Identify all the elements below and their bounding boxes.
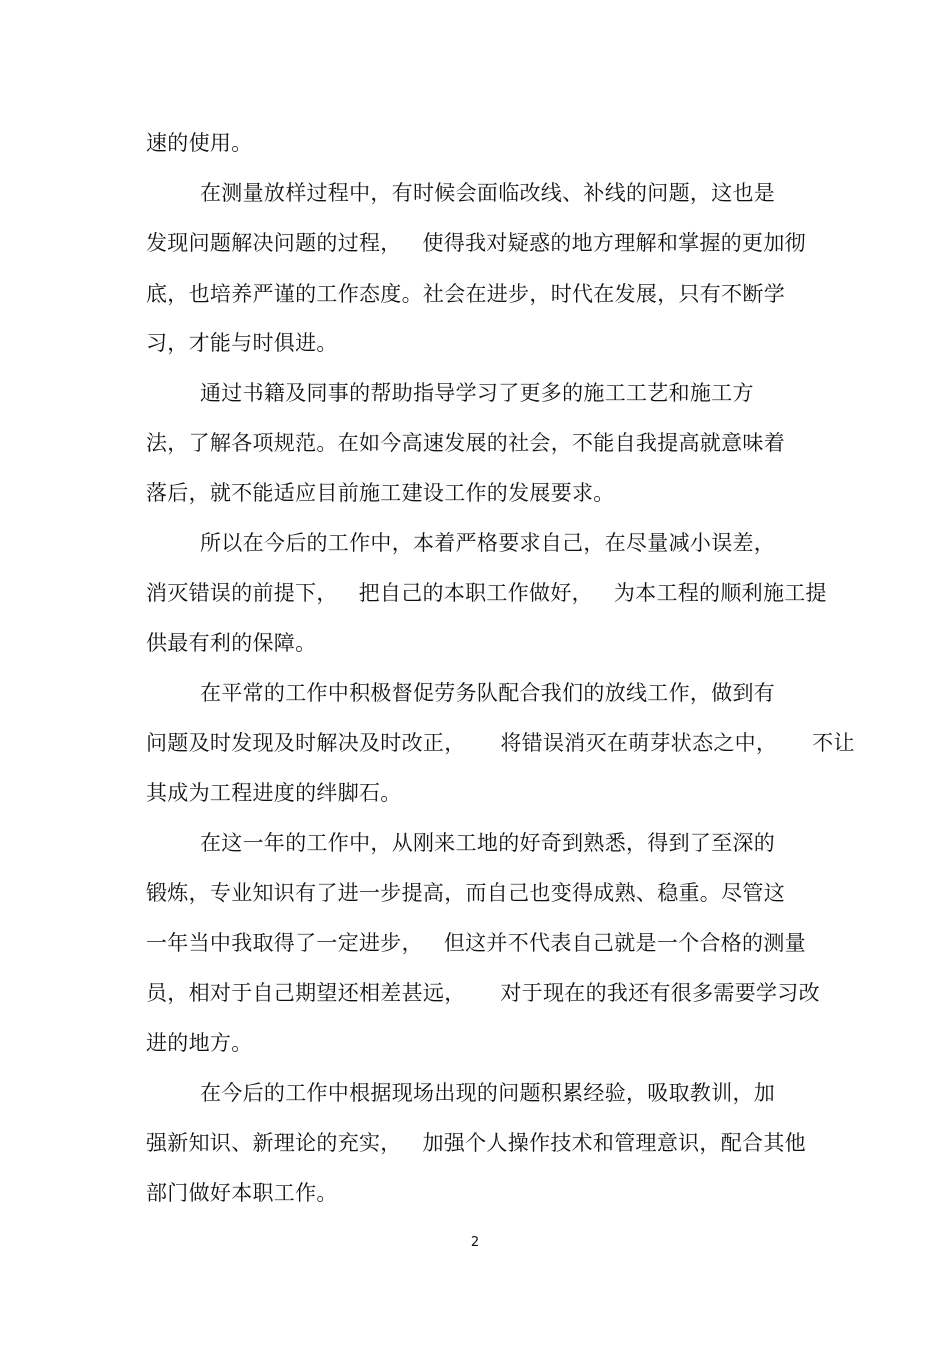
- text-line: 其成为工程进度的绊脚石。: [146, 781, 402, 805]
- text-line: 发现问题解决问题的过程， 使得我对疑惑的地方理解和掌握的更加彻: [146, 231, 806, 255]
- text-line: 消灭错误的前提下， 把自己的本职工作做好， 为本工程的顺利施工提: [146, 581, 827, 605]
- text-line: 在今后的工作中根据现场出现的问题积累经验，吸取教训，加: [200, 1081, 776, 1105]
- text-line: 部门做好本职工作。: [146, 1181, 338, 1205]
- text-line: 进的地方。: [146, 1031, 253, 1055]
- text-line: 底，也培养严谨的工作态度。社会在进步，时代在发展，只有不断学: [146, 282, 785, 306]
- page-number: 2: [470, 1235, 480, 1250]
- text-line: 通过书籍及同事的帮助指导学习了更多的施工工艺和施工方: [200, 381, 754, 405]
- text-line: 落后，就不能适应目前施工建设工作的发展要求。: [146, 481, 615, 505]
- text-line: 所以在今后的工作中，本着严格要求自己，在尽量减小误差，: [200, 531, 776, 555]
- text-line: 法，了解各项规范。在如今高速发展的社会，不能自我提高就意味着: [146, 431, 785, 455]
- text-line: 在测量放样过程中，有时候会面临改线、补线的问题，这也是: [200, 181, 776, 205]
- text-line: 员，相对于自己期望还相差甚远， 对于现在的我还有很多需要学习改: [146, 981, 820, 1005]
- text-line: 一年当中我取得了一定进步， 但这并不代表自己就是一个合格的测量: [146, 931, 806, 955]
- text-line: 在平常的工作中积极督促劳务队配合我们的放线工作，做到有: [200, 681, 776, 705]
- text-line: 习，才能与时俱进。: [146, 331, 338, 355]
- text-line: 在这一年的工作中，从刚来工地的好奇到熟悉，得到了至深的: [200, 831, 776, 855]
- text-line: 供最有利的保障。: [146, 631, 317, 655]
- text-line: 锻炼，专业知识有了进一步提高，而自己也变得成熟、稳重。尽管这: [146, 881, 785, 905]
- text-line: 速的使用。: [146, 131, 253, 155]
- text-line: 强新知识、新理论的充实， 加强个人操作技术和管理意识，配合其他: [146, 1131, 806, 1155]
- text-line: 问题及时发现及时解决及时改正， 将错误消灭在萌芽状态之中， 不让: [146, 731, 855, 755]
